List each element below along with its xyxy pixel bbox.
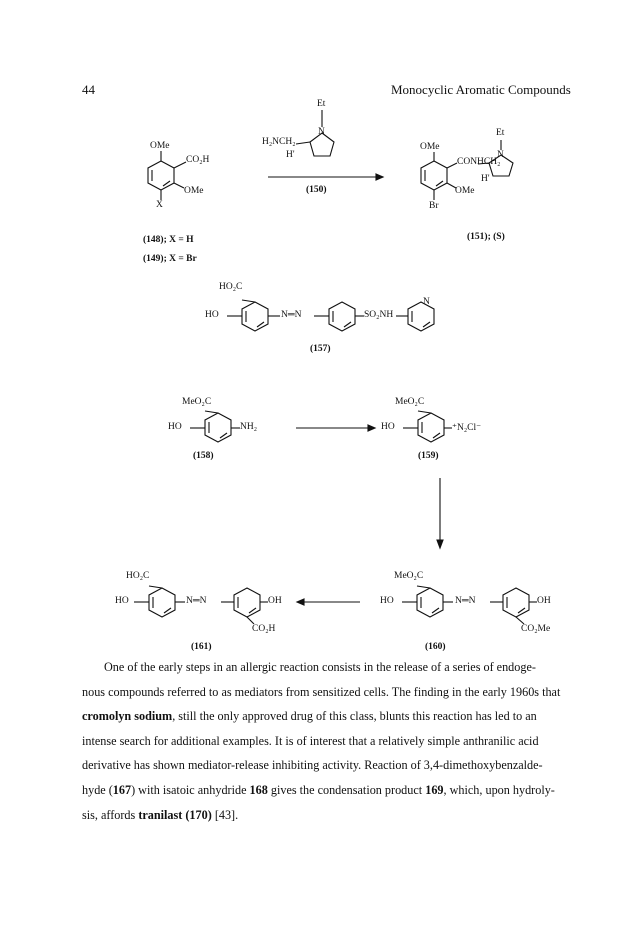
ring-151 — [421, 152, 457, 200]
body-line: hyde (167) with isatoic anhydride 168 gives the condensation product 169, which, upon hydroly- — [82, 782, 555, 797]
ome-148-bottom: OMe — [184, 186, 204, 196]
et-151: Et — [496, 128, 505, 138]
oh-161: OH — [268, 596, 282, 606]
br-151: Br — [429, 201, 439, 211]
body-paragraph — [82, 655, 572, 827]
amine-150: H₂NCH₂ — [262, 137, 296, 147]
ome-148-top: OMe — [150, 141, 170, 151]
label-159: (159) — [418, 451, 439, 461]
body-line: sis, affords tranilast (170) [43]. — [82, 807, 239, 822]
body-line: intense search for additional examples. It is of interest that a relatively simple anthranilic acid — [82, 733, 539, 748]
label-150: (150) — [306, 185, 327, 195]
running-title: Monocyclic Aromatic Compounds — [391, 82, 571, 97]
arrow-4 — [297, 599, 360, 605]
body-line: derivative has shown mediator-release inhibiting activity. Reaction of 3,4-dimethoxybenzalde- — [82, 758, 543, 773]
label-157: (157) — [310, 344, 331, 354]
h-151: H' — [481, 174, 490, 184]
label-160: (160) — [425, 642, 446, 652]
conh-151: CONHCH₂ — [457, 157, 501, 167]
ome-151-top: OMe — [420, 142, 440, 152]
rings-157 — [227, 300, 434, 331]
co2me-160: CO₂Me — [521, 624, 551, 634]
nh2-158: NH₂ — [240, 422, 258, 432]
meo2c-158: MeO₂C — [182, 397, 212, 407]
meo2c-160: MeO₂C — [394, 571, 424, 581]
body-line: nous compounds referred to as mediators from sensitized cells. The finding in the early 1960s that — [82, 684, 561, 699]
ome-151-bottom: OMe — [455, 186, 475, 196]
ring-158 — [190, 411, 240, 442]
azo-157: N═N — [281, 310, 302, 320]
arrow-3 — [437, 478, 443, 548]
ho-158: HO — [168, 422, 182, 432]
n-150: N — [318, 127, 325, 137]
arrow-2 — [296, 425, 375, 431]
meo2c-159: MeO₂C — [395, 397, 425, 407]
ho-160: HO — [380, 596, 394, 606]
co2h-148: CO₂H — [186, 155, 210, 165]
ring-159 — [403, 411, 452, 442]
body-line: cromolyn sodium, still the only approved drug of this class, blunts this reaction has led to an — [82, 709, 537, 724]
page-number: 44 — [82, 82, 95, 97]
label-158: (158) — [193, 451, 214, 461]
ring-148 — [148, 151, 186, 200]
azo-160: N═N — [455, 596, 476, 606]
oh-160: OH — [537, 596, 551, 606]
n-157: N — [423, 297, 430, 307]
so2nh-157: SO₂NH — [364, 310, 394, 320]
label-149: (149); X = Br — [143, 254, 197, 264]
azo-161: N═N — [186, 596, 207, 606]
label-148: (148); X = H — [143, 235, 194, 245]
ho-161: HO — [115, 596, 129, 606]
n-151: N — [497, 150, 504, 160]
label-151: (151); (S) — [467, 232, 505, 242]
arrow-1 — [268, 174, 383, 180]
n2cl-159: ⁺N₂Cl⁻ — [452, 423, 482, 433]
co2h-161: CO₂H — [252, 624, 276, 634]
h-150: H' — [286, 150, 295, 160]
ho2c-157: HO₂C — [219, 282, 243, 292]
ho-157: HO — [205, 310, 219, 320]
body-line: One of the early steps in an allergic reaction consists in the release of a series of endoge- — [104, 660, 536, 674]
x-148: X — [156, 200, 163, 210]
ho-159: HO — [381, 422, 395, 432]
pyrrolidine-150 — [296, 110, 334, 156]
ho2c-161: HO₂C — [126, 571, 150, 581]
et-150: Et — [317, 99, 326, 109]
label-161: (161) — [191, 642, 212, 652]
